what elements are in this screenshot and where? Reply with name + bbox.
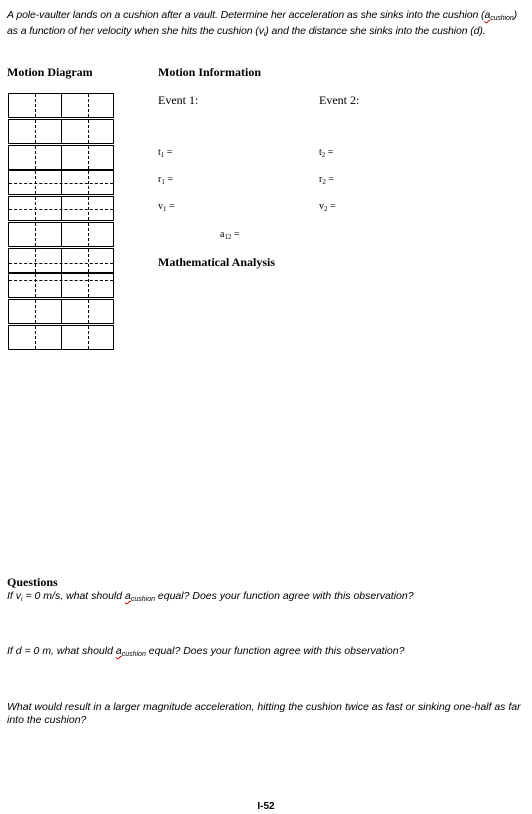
- grid-row: [8, 222, 114, 247]
- a12-field: $a_{12}$ =: [220, 229, 240, 241]
- r2-field: $r_2$ =: [319, 174, 334, 186]
- r1-field: $r_1$ =: [158, 174, 173, 186]
- t2-field: $t_2$ =: [319, 147, 334, 159]
- a-cushion-symbol: $a_{cushion}$: [484, 9, 514, 22]
- problem-text-after: ) and the distance she sinks into the cushion (d).: [265, 25, 486, 37]
- problem-text-before: A pole-vaulter lands on a cushion after a vault. Determine her acceleration as she sinks into the cushion (: [7, 9, 485, 21]
- grid-row: [8, 93, 114, 118]
- a-cushion-symbol: $a_{cushion}$: [125, 590, 155, 603]
- motion-information-heading: Motion Information: [158, 65, 261, 79]
- question-1: If $v_i = 0$ m/s, what should $a_{cushion}$ equal? Does your function agree with this observation?: [7, 590, 414, 603]
- problem-text-middle: ) as a function of her velocity when she hits the cushion (v: [7, 9, 518, 37]
- motion-diagram-heading: Motion Diagram: [7, 65, 93, 79]
- grid-row: [8, 196, 114, 221]
- grid-row: [8, 273, 114, 298]
- a-cushion-symbol: $a_{cushion}$: [115, 645, 146, 658]
- grid-row: [8, 299, 114, 324]
- question-3: What would result in a larger magnitude acceleration, hitting the cushion twice as fast or sinking one-half as far into the cushion?: [7, 701, 521, 726]
- event-1-label: Event 1:: [158, 93, 199, 107]
- t1-field: $t_1$ =: [158, 147, 173, 159]
- v1-field: $v_1$ =: [158, 201, 175, 213]
- mathematical-analysis-heading: Mathematical Analysis: [158, 255, 275, 269]
- grid-row: [8, 170, 114, 195]
- grid-row: [8, 119, 114, 144]
- questions-heading: Questions: [7, 575, 58, 589]
- vi-subscript: i: [263, 31, 266, 38]
- grid-row: [8, 145, 114, 170]
- grid-row: [8, 248, 114, 273]
- grid-row: [8, 325, 114, 350]
- page-number: I-52: [257, 801, 275, 812]
- v2-field: $v_2$ =: [319, 201, 336, 213]
- question-2: If d = 0 m, what should $a_{cushion}$ equal? Does your function agree with this observation?: [7, 645, 405, 658]
- problem-statement: [7, 9, 521, 41]
- event-2-label: Event 2:: [319, 93, 360, 107]
